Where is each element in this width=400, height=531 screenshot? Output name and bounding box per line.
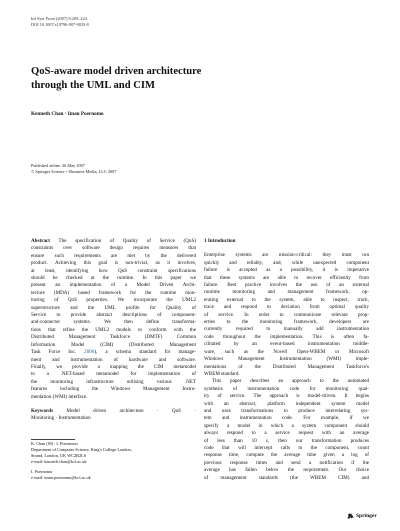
left-column [31,238,196,423]
intro-line: ware, such as the Novell Open-WBEM or Microsoft [204,348,369,355]
footnote-line: K. Chan (✉) · I. Poernomo [31,441,78,446]
intro-line: specify a model in which a system component should [204,422,369,429]
author-list: Kenneth Chan · Iman Poernomo [31,111,104,117]
published-date: Published online: 26 May 2007 [31,163,85,168]
intro-line: This paper describes an approach to the automated [212,378,369,385]
keywords-line: Monitoring · Instrumentation [31,415,91,422]
abstract-line: constraints over software design requires measures that [31,245,196,252]
abstract-line: mentation (WMI) interface. [31,393,88,400]
publisher-name: Springer [356,513,377,519]
intro-line: previous response times and send a notification if the [204,459,369,466]
email-link[interactable]: e-mail: kenneth.chan@kcl.ac.uk [31,459,87,464]
paper-title [31,65,371,92]
keywords-heading: Keywords [31,407,54,414]
intro-line: failure is accepted as a possibility, it is imperative [204,267,369,274]
abstract-line: Task Force Inc. 2006), a schema standard for manage- [31,349,196,356]
publisher-logo [347,513,377,519]
title-line: QoS-aware model driven architecture [31,66,202,77]
intro-line: Enterprise systems are mission-critical: they must run [204,252,369,259]
intro-line: that these systems are able to recover efficiently from [204,274,369,281]
abstract-line: at least, identifying how QoS constraint specifications [31,267,196,274]
intro-line: of less than 10 s, then our transformation produces [204,437,369,444]
citation-link[interactable]: 2006 [84,349,95,356]
footnote-line: Department of Computer Science, King's College London, [31,447,132,452]
abstract-line: tions that refine the UML2 models to conform with the [31,326,196,333]
footnote-rule [31,439,75,440]
abstract-line: Finally, we provide a mapping the CIM metamodel [31,363,196,370]
right-column [204,238,369,482]
author-footnotes [31,441,132,481]
abstract-line: superstructure and the UML profile for Quality of [31,304,196,311]
keywords-line: Keywords Model driven architecture · QoS · [31,407,196,414]
intro-line: cilitated by an event-based instrumentation middle- [204,341,369,348]
doi: DOI 10.1007/s10796-007-9033-8 [31,22,89,27]
intro-line: code that will intercept calls to the component, count [204,444,369,451]
abstract-line: and-connector systems. We then define transforma- [31,319,196,326]
intro-line: ity of service. The approach is model-driven. It begins [204,393,369,400]
intro-line: runtime monitoring and management framework, op- [204,289,369,296]
intro-line: with an abstract, platform independent system model [204,400,369,407]
intro-line: tem and instrumentation code. For example, if we [204,415,369,422]
abstract-line: tecture (MDA) based framework for the runtime mon- [31,289,196,296]
intro-line: average has fallen below the requirement. Our choice [204,467,369,474]
intro-line: mentations of the Distributed Management Taskforce's [204,363,369,370]
intro-line: synthesis of instrumentation code for monitoring qual- [204,385,369,392]
abstract-line: Distributed Management Taskforce (DMTF) Common [31,334,196,341]
abstract-line: present an implementation of a Model Driven Archi- [31,282,196,289]
intro-line: erating external to the system, able to inspect, track, [204,296,369,303]
abstract-line: ensure such requirements are met by the delivered [31,252,196,259]
intro-line: erties to the monitoring framework, developers are [204,319,369,326]
journal-citation: Inf Syst Front (2007) 9:209–224 [31,16,87,21]
intro-line: response time, compute the average time given a log of [204,452,369,459]
intro-line: currently required to manually add instrumentation [204,326,369,333]
abstract-line: product. Achieving this goal is non-trivial, as it involves, [31,260,196,267]
intro-line: code throughout the implementation. This is often fa- [204,333,369,340]
publication-info [31,163,116,175]
abstract-line: should be checked at the runtime. In this paper we [31,275,196,282]
abstract-line: Abstract The specification of Quality of Service (QoS) [31,238,196,244]
intro-line: Windows Management Instrumentation (WMI) imple- [204,356,369,363]
intro-line: failure. Best practice involves the use of an external [204,282,369,289]
abstract-line: ment and instrumentation of hardware and software. [31,356,196,363]
email-link[interactable]: e-mail: iman.poernomo@kcl.ac.uk [31,475,91,480]
intro-line: of management standards (the WBEM CIM) and [204,474,369,481]
abstract-heading: Abstract [31,238,50,244]
journal-header [31,16,89,28]
abstract-line: features including the Windows Management Instru- [31,386,196,393]
intro-line: and uses transformations to produce interrelating sys- [204,407,369,414]
intro-line: trace and respond to deviation from optimal quality [204,304,369,311]
abstract-line: the monitoring infrastructure utilising various .NET [31,378,196,385]
intro-line: quickly and reliably, and, while unexpected component [204,259,369,266]
copyright: © Springer Science + Business Media, LLC 2007 [31,169,117,174]
intro-line: WBEM standard. [204,370,240,377]
footnote-line: Strand, London, UK WC2R2LS [31,453,87,458]
abstract-line: Service to provide abstract descriptions of component- [31,312,196,319]
abstract-line: to a .NET-based metamodel for implementation of [31,371,196,378]
intro-line: of service. In order to communicate relevant prop- [204,311,369,318]
title-line: through the UML and CIM [31,79,156,91]
springer-horse-icon [347,513,354,519]
abstract-line: Information Model (CIM) (Distributed Management [31,341,196,348]
intro-line: always respond to a service request with an average [204,430,369,437]
abstract-line: itoring of QoS properties. We incorporate the UML2 [31,297,196,304]
footnote-line: I. Poernomo [31,469,53,474]
section-heading: 1 Introduction [204,238,236,244]
